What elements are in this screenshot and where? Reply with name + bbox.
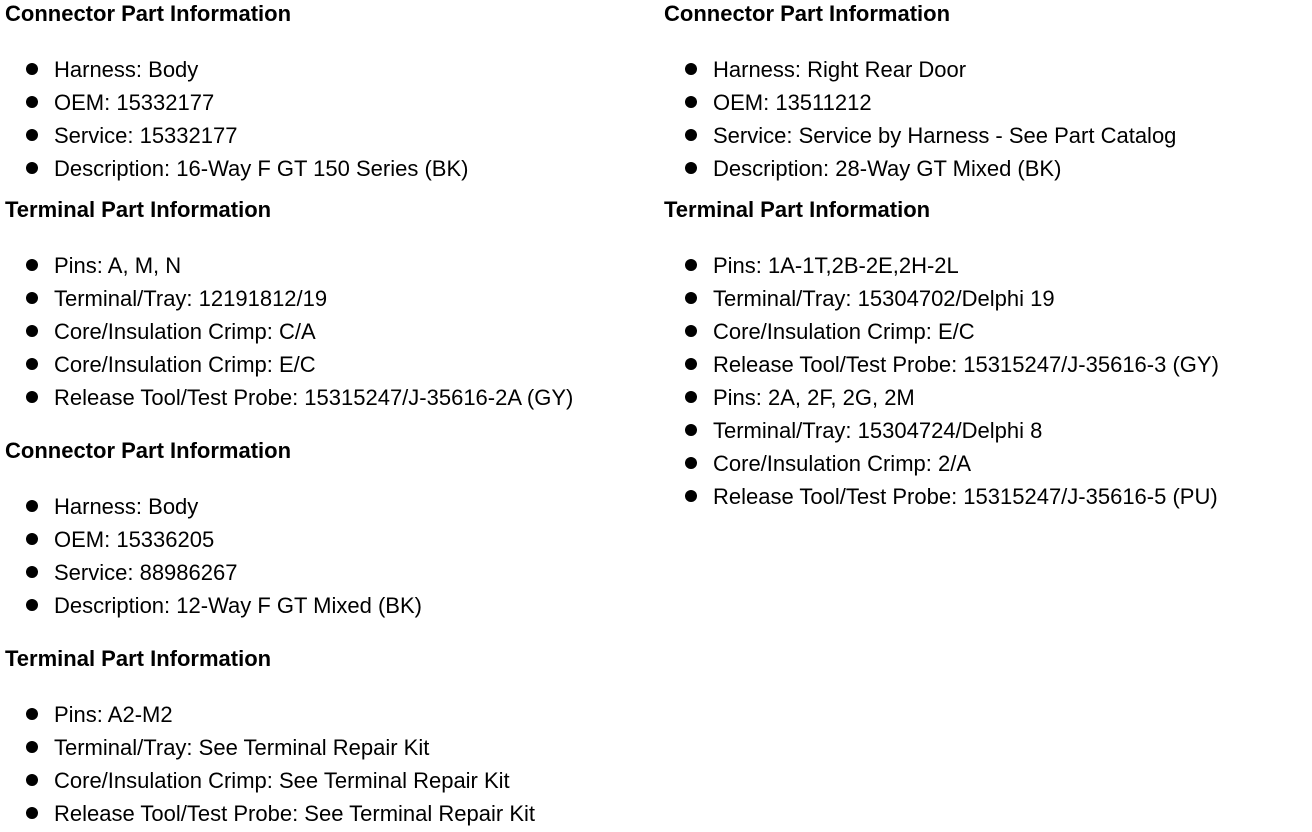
bullet-icon bbox=[26, 63, 38, 75]
bullet-icon bbox=[26, 774, 38, 786]
bullet-icon bbox=[685, 162, 697, 174]
list-item bbox=[5, 249, 573, 282]
list-item-text: Terminal/Tray: 12191812/19 bbox=[54, 286, 328, 311]
list-item-text: Release Tool/Test Probe: 15315247/J-35616-5 (PU) bbox=[713, 484, 1218, 509]
list-item-text: Terminal/Tray: 15304702/Delphi 19 bbox=[713, 286, 1055, 311]
list-item bbox=[5, 731, 535, 764]
section-heading: Terminal Part Information bbox=[5, 197, 272, 222]
list-item-text: Pins: 2A, 2F, 2G, 2M bbox=[713, 385, 915, 410]
terminal-part-info-section bbox=[5, 196, 573, 414]
list-item bbox=[5, 152, 468, 185]
list-item-text: Core/Insulation Crimp: E/C bbox=[713, 319, 975, 344]
list-item bbox=[5, 490, 422, 523]
section-heading: Terminal Part Information bbox=[664, 197, 931, 222]
list-item-text: Core/Insulation Crimp: E/C bbox=[54, 352, 316, 377]
list-item-text: Description: 16-Way F GT 150 Series (BK) bbox=[54, 156, 469, 181]
list-item bbox=[664, 414, 1219, 447]
list-item bbox=[664, 119, 1176, 152]
list-item-text: Service: Service by Harness - See Part Catalog bbox=[713, 123, 1177, 148]
list-item-text: Pins: 1A-1T,2B-2E,2H-2L bbox=[713, 253, 959, 278]
list-item-text: Pins: A2-M2 bbox=[54, 702, 173, 727]
info-list bbox=[5, 698, 535, 830]
list-item bbox=[664, 381, 1219, 414]
section-heading: Connector Part Information bbox=[664, 1, 951, 26]
bullet-icon bbox=[26, 325, 38, 337]
info-list bbox=[5, 249, 573, 414]
list-item-text: Core/Insulation Crimp: 2/A bbox=[713, 451, 971, 476]
list-item bbox=[664, 152, 1176, 185]
list-item bbox=[664, 315, 1219, 348]
connector-part-info-section bbox=[5, 437, 422, 622]
bullet-icon bbox=[26, 96, 38, 108]
list-item-text: Terminal/Tray: 15304724/Delphi 8 bbox=[713, 418, 1043, 443]
list-item-text: Release Tool/Test Probe: 15315247/J-35616-2A (GY) bbox=[54, 385, 574, 410]
list-item-text: Pins: A, M, N bbox=[54, 253, 182, 278]
bullet-icon bbox=[685, 96, 697, 108]
list-item bbox=[5, 315, 573, 348]
info-list bbox=[664, 249, 1219, 513]
list-item bbox=[5, 523, 422, 556]
bullet-icon bbox=[685, 259, 697, 271]
bullet-icon bbox=[685, 424, 697, 436]
terminal-part-info-section bbox=[664, 196, 1219, 513]
bullet-icon bbox=[685, 490, 697, 502]
list-item bbox=[5, 764, 535, 797]
list-item-text: OEM: 15336205 bbox=[54, 527, 215, 552]
info-list bbox=[5, 490, 422, 622]
list-item-text: Service: 88986267 bbox=[54, 560, 238, 585]
list-item bbox=[664, 480, 1219, 513]
bullet-icon bbox=[26, 708, 38, 720]
bullet-icon bbox=[26, 533, 38, 545]
bullet-icon bbox=[26, 500, 38, 512]
bullet-icon bbox=[685, 292, 697, 304]
list-item bbox=[664, 348, 1219, 381]
bullet-icon bbox=[26, 391, 38, 403]
section-heading: Connector Part Information bbox=[5, 438, 292, 463]
bullet-icon bbox=[685, 129, 697, 141]
bullet-icon bbox=[685, 325, 697, 337]
list-item-text: Harness: Body bbox=[54, 57, 199, 82]
connector-part-info-section bbox=[664, 0, 1176, 185]
list-item-text: Core/Insulation Crimp: See Terminal Repair Kit bbox=[54, 768, 510, 793]
connector-part-info-section bbox=[5, 0, 468, 185]
list-item bbox=[5, 282, 573, 315]
bullet-icon bbox=[26, 358, 38, 370]
list-item bbox=[664, 447, 1219, 480]
bullet-icon bbox=[26, 129, 38, 141]
bullet-icon bbox=[685, 358, 697, 370]
info-list bbox=[5, 53, 468, 185]
list-item-text: Core/Insulation Crimp: C/A bbox=[54, 319, 316, 344]
bullet-icon bbox=[26, 741, 38, 753]
list-item-text: Release Tool/Test Probe: 15315247/J-35616-3 (GY) bbox=[713, 352, 1219, 377]
list-item bbox=[664, 282, 1219, 315]
list-item bbox=[5, 53, 468, 86]
bullet-icon bbox=[26, 259, 38, 271]
bullet-icon bbox=[685, 457, 697, 469]
list-item-text: Release Tool/Test Probe: See Terminal Repair Kit bbox=[54, 801, 535, 826]
list-item-text: Terminal/Tray: See Terminal Repair Kit bbox=[54, 735, 430, 760]
terminal-part-info-section bbox=[5, 645, 535, 830]
list-item-text: Harness: Right Rear Door bbox=[713, 57, 967, 82]
list-item bbox=[5, 589, 422, 622]
list-item-text: Harness: Body bbox=[54, 494, 199, 519]
list-item bbox=[664, 53, 1176, 86]
list-item-text: Description: 12-Way F GT Mixed (BK) bbox=[54, 593, 422, 618]
list-item bbox=[664, 86, 1176, 119]
list-item bbox=[5, 556, 422, 589]
list-item-text: Description: 28-Way GT Mixed (BK) bbox=[713, 156, 1062, 181]
list-item-text: OEM: 13511212 bbox=[713, 90, 872, 115]
list-item bbox=[5, 348, 573, 381]
bullet-icon bbox=[26, 292, 38, 304]
list-item bbox=[5, 698, 535, 731]
list-item bbox=[5, 797, 535, 830]
bullet-icon bbox=[26, 162, 38, 174]
bullet-icon bbox=[685, 63, 697, 75]
list-item bbox=[664, 249, 1219, 282]
list-item-text: Service: 15332177 bbox=[54, 123, 238, 148]
bullet-icon bbox=[26, 566, 38, 578]
section-heading: Connector Part Information bbox=[5, 1, 292, 26]
bullet-icon bbox=[26, 807, 38, 819]
info-list bbox=[664, 53, 1176, 185]
bullet-icon bbox=[26, 599, 38, 611]
list-item bbox=[5, 381, 573, 414]
list-item bbox=[5, 119, 468, 152]
section-heading: Terminal Part Information bbox=[5, 646, 272, 671]
list-item-text: OEM: 15332177 bbox=[54, 90, 215, 115]
bullet-icon bbox=[685, 391, 697, 403]
list-item bbox=[5, 86, 468, 119]
